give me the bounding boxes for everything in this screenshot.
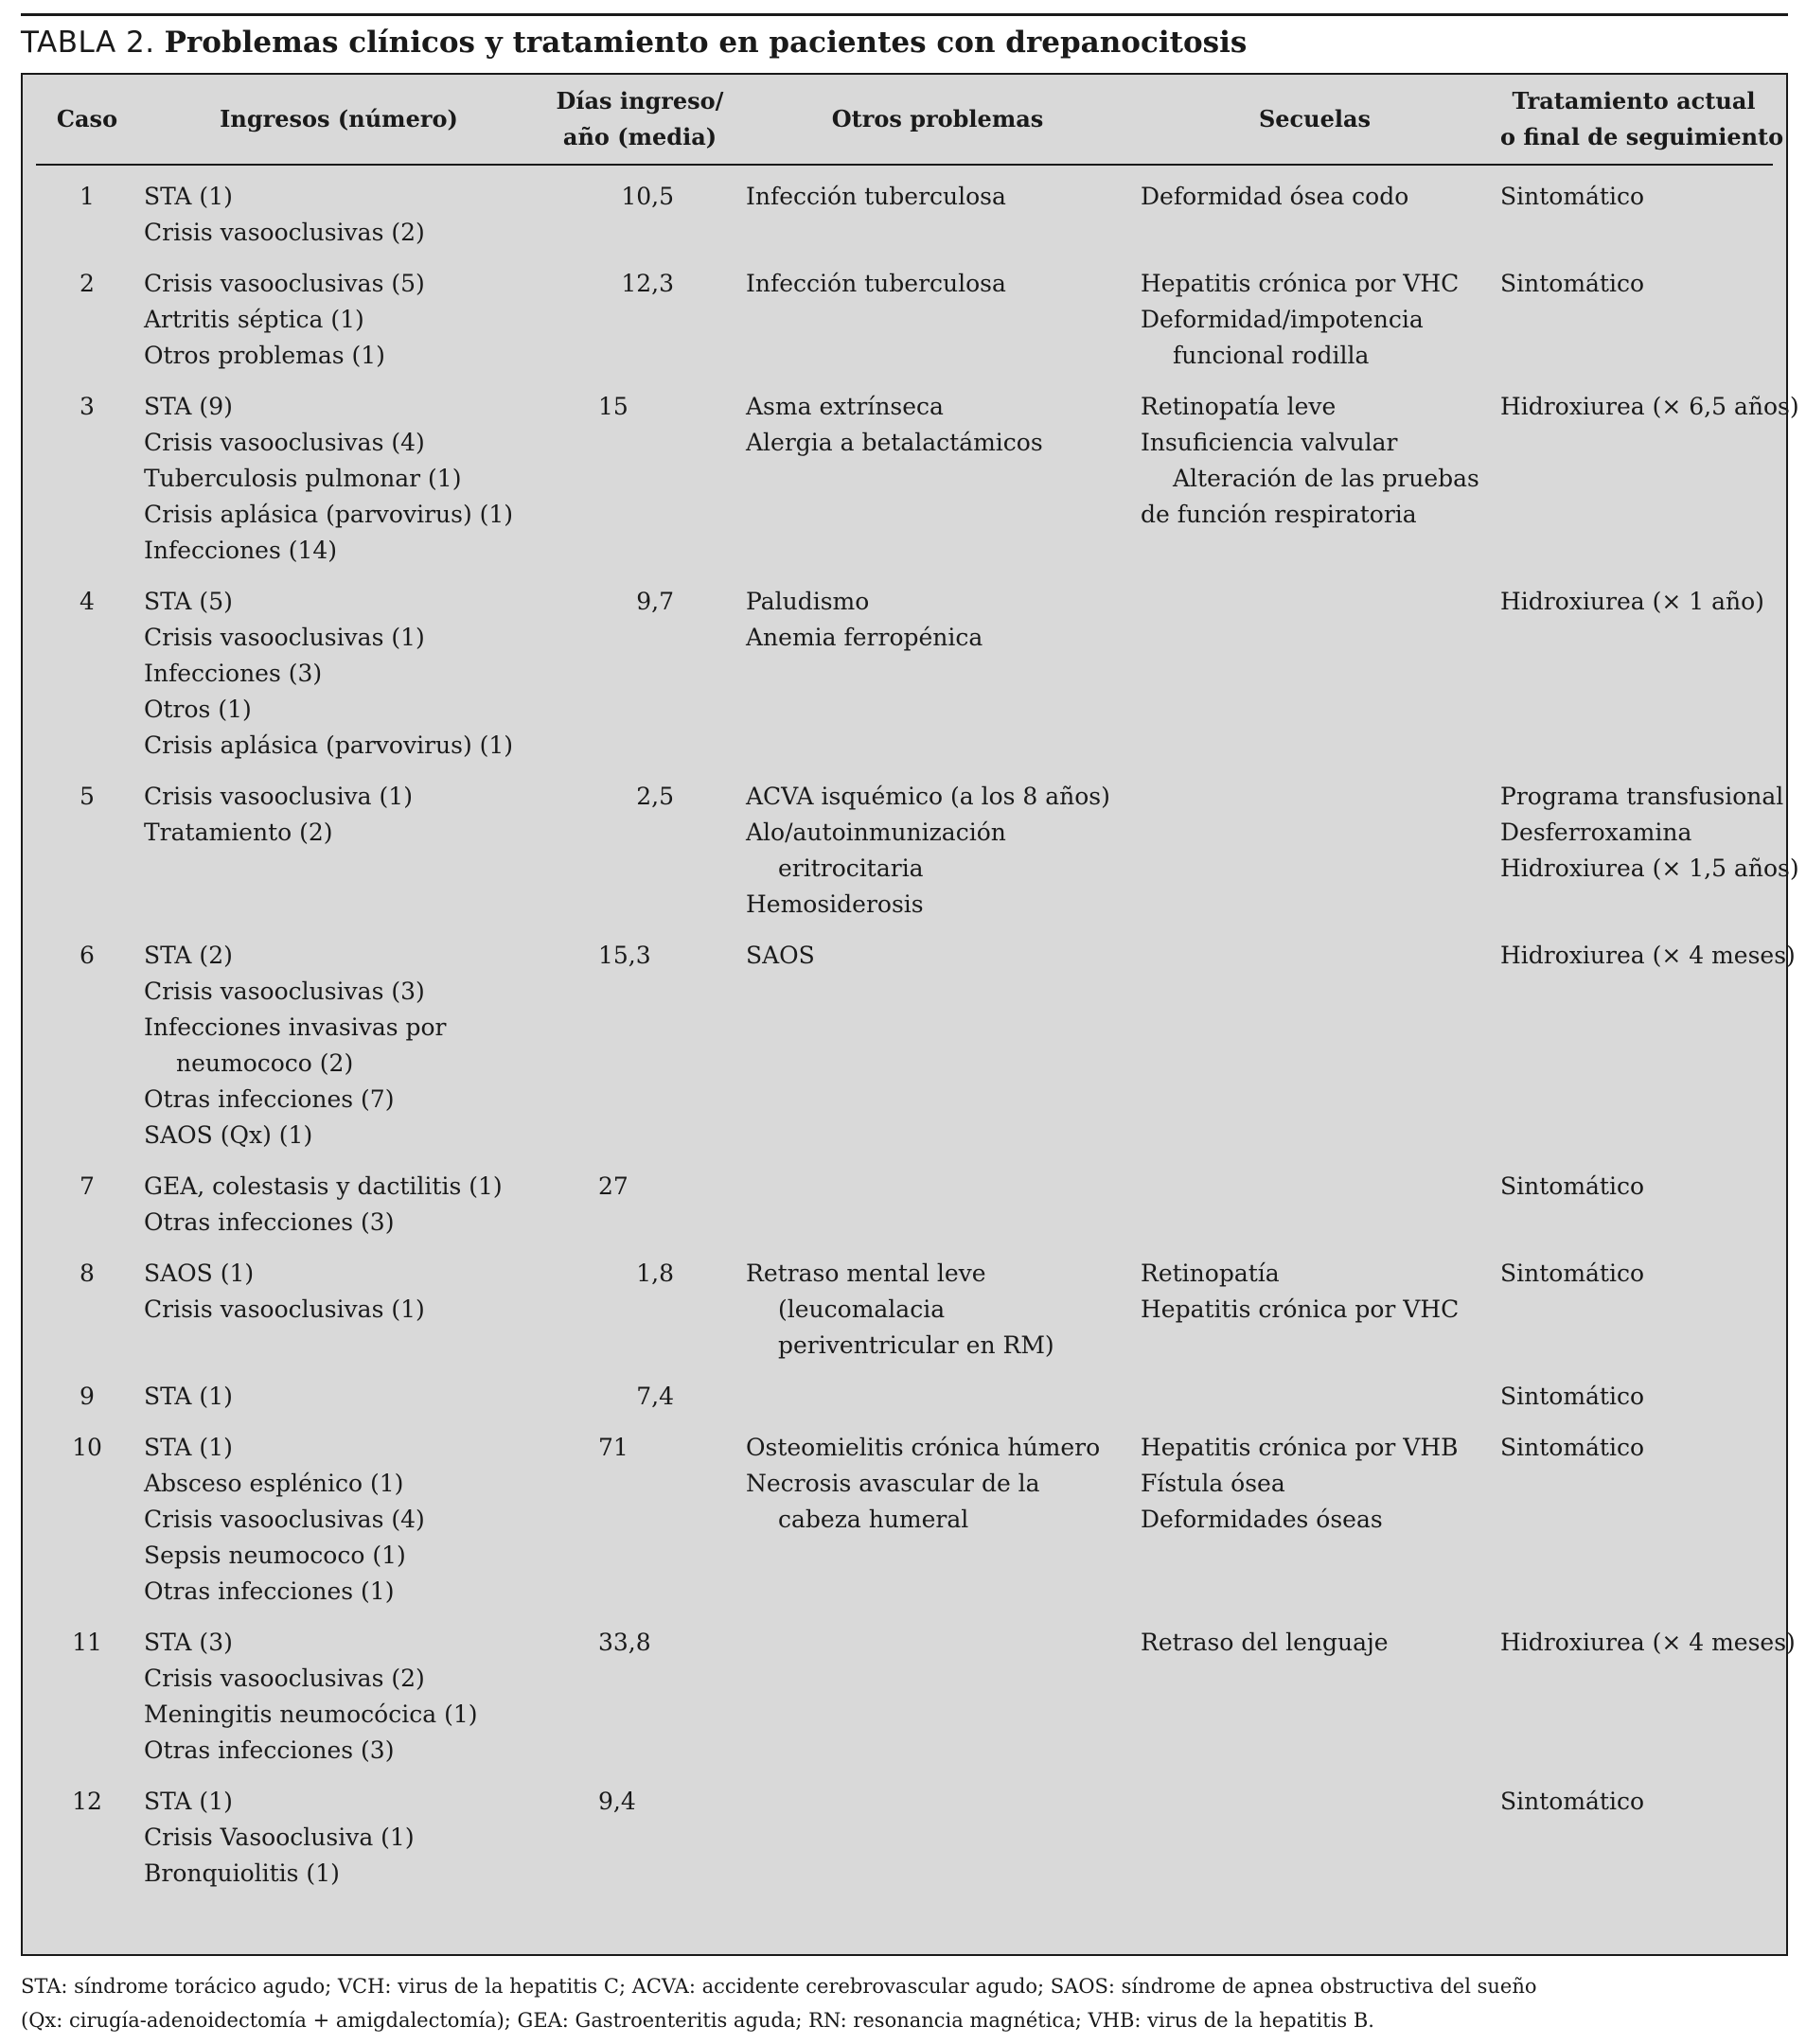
cell-line: Hepatitis crónica por VHC: [1141, 270, 1460, 297]
cell-value: 15: [598, 393, 629, 420]
cell-ingresos: [138, 374, 540, 569]
cell-caso: [36, 1610, 138, 1769]
cell-line: Sintomático: [1500, 1788, 1645, 1815]
cell-line: Otros (1): [144, 696, 252, 723]
cell-line: Anemia ferropénica: [746, 624, 983, 651]
cell-line: Tratamiento (2): [144, 819, 333, 846]
cell-caso: [36, 165, 138, 251]
cell-line: Hepatitis crónica por VHC: [1141, 1295, 1460, 1323]
cell-line: SAOS (Qx) (1): [144, 1121, 313, 1149]
cell-line: periventricular en RM): [778, 1331, 1054, 1359]
cell-line: STA (9): [144, 393, 233, 420]
cell-line: Absceso esplénico (1): [144, 1470, 404, 1497]
header-secuelas: Secuelas: [1135, 75, 1495, 165]
cell-otros-problemas: [740, 1241, 1135, 1364]
cell-line: Crisis vasooclusivas (1): [144, 1295, 425, 1323]
cell-otros-problemas: [740, 569, 1135, 764]
cell-line: Sepsis neumococo (1): [144, 1542, 406, 1569]
cell-line: Otras infecciones (1): [144, 1577, 395, 1605]
cell-line: Crisis vasooclusivas (1): [144, 624, 425, 651]
cell-line: Infección tuberculosa: [746, 183, 1006, 210]
cell-dias: [540, 1415, 740, 1610]
cell-caso: [36, 1415, 138, 1610]
table-row: [36, 764, 1773, 923]
cell-value: 8: [80, 1260, 95, 1287]
cell-line: Paludismo: [746, 588, 870, 615]
cell-value: 9,7: [636, 588, 674, 615]
table-row: [36, 165, 1773, 251]
cell-line: Crisis Vasooclusiva (1): [144, 1824, 415, 1851]
cell-line: SAOS (1): [144, 1260, 255, 1287]
cell-tratamiento: [1495, 1241, 1773, 1364]
header-ingresos: Ingresos (número): [138, 75, 540, 165]
cell-secuelas: [1135, 1154, 1495, 1241]
cell-ingresos: [138, 1769, 540, 1892]
cell-line: cabeza humeral: [778, 1506, 969, 1533]
table-caption: [21, 22, 1788, 73]
cell-value: 1,8: [636, 1260, 674, 1287]
cell-ingresos: [138, 1610, 540, 1769]
header-row: [36, 75, 1773, 165]
cell-line: Hidroxiurea (× 4 meses): [1500, 1629, 1796, 1656]
cell-line: Alo/autoinmunización: [746, 819, 1006, 846]
cell-dias: [540, 1610, 740, 1769]
cell-otros-problemas: [740, 1154, 1135, 1241]
cell-value: 11: [72, 1629, 102, 1656]
cell-line: Osteomielitis crónica húmero: [746, 1434, 1101, 1461]
cell-line: eritrocitaria: [778, 855, 924, 882]
cell-line: Sintomático: [1500, 1434, 1645, 1461]
cell-ingresos: [138, 251, 540, 374]
cell-value: 12,3: [621, 270, 674, 297]
cell-tratamiento: [1495, 1154, 1773, 1241]
cell-dias: [540, 1241, 740, 1364]
table-row: [36, 1364, 1773, 1415]
cell-line: Hepatitis crónica por VHB: [1141, 1434, 1459, 1461]
cell-line: (leucomalacia: [778, 1295, 946, 1323]
cell-dias: [540, 165, 740, 251]
cell-value: 9: [80, 1383, 95, 1410]
cell-caso: [36, 374, 138, 569]
cell-line: Hidroxiurea (× 6,5 años): [1500, 393, 1799, 420]
cell-tratamiento: [1495, 165, 1773, 251]
cell-caso: [36, 569, 138, 764]
cell-line: Otras infecciones (3): [144, 1736, 395, 1764]
table-container: [21, 73, 1799, 1956]
cell-value: 5: [80, 783, 95, 810]
cell-line: Infecciones (3): [144, 660, 323, 687]
table-row: [36, 374, 1773, 569]
table-label: TABLA 2.: [21, 26, 155, 60]
cell-otros-problemas: [740, 1610, 1135, 1769]
cell-otros-problemas: [740, 1769, 1135, 1892]
cell-dias: [540, 1364, 740, 1415]
header-tratamiento: Tratamiento actual o final de seguimiento: [1495, 75, 1773, 165]
cell-line: Infecciones (14): [144, 537, 338, 564]
cell-ingresos: [138, 1241, 540, 1364]
cell-line: Programa transfusional: [1500, 783, 1784, 810]
cell-secuelas: [1135, 1415, 1495, 1610]
cell-ingresos: [138, 923, 540, 1154]
cell-line: STA (1): [144, 1788, 233, 1815]
cell-tratamiento: [1495, 764, 1799, 923]
cell-line: Crisis vasooclusivas (4): [144, 1506, 425, 1533]
cell-ingresos: [138, 165, 540, 251]
cell-otros-problemas: [740, 923, 1135, 1154]
cell-value: 4: [80, 588, 95, 615]
cell-line: Fístula ósea: [1141, 1470, 1285, 1497]
cell-caso: [36, 923, 138, 1154]
cell-dias: [540, 374, 740, 569]
cell-line: Infecciones invasivas por: [144, 1013, 447, 1041]
cell-tratamiento: [1495, 569, 1773, 764]
clinical-table: [36, 75, 1799, 1892]
cell-ingresos: [138, 764, 540, 923]
cell-ingresos: [138, 1364, 540, 1415]
cell-line: Alteración de las pruebas: [1173, 465, 1479, 492]
cell-line: Crisis vasooclusivas (5): [144, 270, 425, 297]
cell-line: Otras infecciones (3): [144, 1208, 395, 1236]
cell-caso: [36, 1241, 138, 1364]
cell-line: Tuberculosis pulmonar (1): [144, 465, 462, 492]
cell-line: neumococo (2): [176, 1049, 354, 1077]
cell-line: Desferroxamina: [1500, 819, 1692, 846]
cell-line: Crisis aplásica (parvovirus) (1): [144, 731, 514, 759]
cell-secuelas: [1135, 923, 1495, 1154]
cell-value: 6: [80, 942, 95, 969]
cell-line: STA (1): [144, 1383, 233, 1410]
cell-line: de función respiratoria: [1141, 501, 1417, 528]
cell-line: Necrosis avascular de la: [746, 1470, 1040, 1497]
cell-value: 3: [80, 393, 95, 420]
cell-ingresos: [138, 1154, 540, 1241]
table-row: [36, 1769, 1773, 1892]
cell-tratamiento: [1495, 374, 1799, 569]
cell-value: 27: [598, 1172, 629, 1200]
cell-line: Retraso mental leve: [746, 1260, 986, 1287]
cell-caso: [36, 764, 138, 923]
table-row: [36, 1610, 1773, 1769]
cell-line: Deformidad ósea codo: [1141, 183, 1409, 210]
cell-value: 33,8: [598, 1629, 651, 1656]
cell-otros-problemas: [740, 165, 1135, 251]
table-row: [36, 569, 1773, 764]
table-row: [36, 923, 1773, 1154]
cell-line: Sintomático: [1500, 183, 1645, 210]
cell-line: STA (5): [144, 588, 233, 615]
cell-line: SAOS: [746, 942, 815, 969]
cell-line: Crisis vasooclusivas (3): [144, 978, 425, 1005]
cell-dias: [540, 923, 740, 1154]
cell-otros-problemas: [740, 1415, 1135, 1610]
cell-line: Retraso del lenguaje: [1141, 1629, 1389, 1656]
cell-secuelas: [1135, 1364, 1495, 1415]
cell-line: STA (3): [144, 1629, 233, 1656]
cell-line: Sintomático: [1500, 1172, 1645, 1200]
cell-tratamiento: [1495, 923, 1796, 1154]
footnote: [21, 1969, 1788, 2037]
cell-value: 7,4: [636, 1383, 674, 1410]
footnote-line: STA: síndrome torácico agudo; VCH: virus de la hepatitis C; ACVA: accidente cerebrovascular agudo; SAOS: síndrome de apnea obstructiva del sueño: [21, 1975, 1537, 1998]
cell-line: Hidroxiurea (× 1,5 años): [1500, 855, 1799, 882]
cell-otros-problemas: [740, 1364, 1135, 1415]
cell-secuelas: [1135, 1241, 1495, 1364]
cell-line: Sintomático: [1500, 1383, 1645, 1410]
cell-caso: [36, 251, 138, 374]
cell-secuelas: [1135, 1610, 1495, 1769]
cell-tratamiento: [1495, 1364, 1773, 1415]
cell-line: Infección tuberculosa: [746, 270, 1006, 297]
cell-tratamiento: [1495, 1769, 1773, 1892]
cell-line: Retinopatía leve: [1141, 393, 1337, 420]
cell-line: Crisis vasooclusivas (2): [144, 1665, 425, 1692]
cell-line: ACVA isquémico (a los 8 años): [746, 783, 1110, 810]
cell-line: STA (2): [144, 942, 233, 969]
cell-ingresos: [138, 1415, 540, 1610]
document-page: [21, 13, 1799, 2037]
cell-value: 2: [80, 270, 95, 297]
cell-line: STA (1): [144, 1434, 233, 1461]
cell-line: Retinopatía: [1141, 1260, 1280, 1287]
table-row: [36, 251, 1773, 374]
cell-secuelas: [1135, 165, 1495, 251]
header-otros-problemas: Otros problemas: [740, 75, 1135, 165]
footnote-line: (Qx: cirugía-adenoidectomía + amigdalectomía); GEA: Gastroenteritis aguda; RN: resonancia magnética; VHB: virus de la hepatitis B.: [21, 2009, 1374, 2032]
cell-dias: [540, 569, 740, 764]
table-body: [36, 165, 1799, 1892]
cell-value: 71: [598, 1434, 629, 1461]
cell-tratamiento: [1495, 1415, 1773, 1610]
cell-line: Crisis aplásica (parvovirus) (1): [144, 501, 514, 528]
cell-line: Asma extrínseca: [746, 393, 944, 420]
top-rule: [21, 13, 1788, 16]
cell-line: Deformidad/impotencia: [1141, 306, 1424, 333]
header-caso: Caso: [36, 75, 138, 165]
cell-tratamiento: [1495, 251, 1773, 374]
cell-line: Bronquiolitis (1): [144, 1859, 340, 1887]
cell-line: Crisis vasooclusivas (4): [144, 429, 425, 456]
cell-ingresos: [138, 569, 540, 764]
cell-secuelas: [1135, 374, 1495, 569]
cell-otros-problemas: [740, 764, 1135, 923]
cell-secuelas: [1135, 764, 1495, 923]
cell-line: Deformidades óseas: [1141, 1506, 1383, 1533]
cell-secuelas: [1135, 251, 1495, 374]
cell-value: 1: [80, 183, 95, 210]
cell-line: Alergia a betalactámicos: [746, 429, 1043, 456]
cell-value: 12: [72, 1788, 102, 1815]
cell-line: Otros problemas (1): [144, 342, 385, 369]
table-row: [36, 1241, 1773, 1364]
cell-otros-problemas: [740, 251, 1135, 374]
cell-line: Meningitis neumocócica (1): [144, 1700, 478, 1728]
cell-value: 9,4: [598, 1788, 636, 1815]
cell-line: Artritis séptica (1): [144, 306, 364, 333]
cell-line: Otras infecciones (7): [144, 1085, 395, 1113]
cell-value: 10,5: [621, 183, 674, 210]
cell-dias: [540, 764, 740, 923]
cell-caso: [36, 1769, 138, 1892]
cell-line: Sintomático: [1500, 270, 1645, 297]
cell-value: 10: [72, 1434, 102, 1461]
cell-caso: [36, 1154, 138, 1241]
cell-value: 2,5: [636, 783, 674, 810]
cell-tratamiento: [1495, 1610, 1796, 1769]
cell-line: Sintomático: [1500, 1260, 1645, 1287]
cell-line: Hemosiderosis: [746, 890, 924, 918]
cell-value: 7: [80, 1172, 95, 1200]
header-dias: Días ingreso/ año (media): [540, 75, 740, 165]
cell-dias: [540, 251, 740, 374]
cell-line: Hidroxiurea (× 1 año): [1500, 588, 1764, 615]
cell-line: STA (1): [144, 183, 233, 210]
table-row: [36, 1415, 1773, 1610]
cell-caso: [36, 1364, 138, 1415]
cell-line: Crisis vasooclusivas (2): [144, 219, 425, 246]
cell-dias: [540, 1769, 740, 1892]
cell-line: GEA, colestasis y dactilitis (1): [144, 1172, 503, 1200]
table-row: [36, 1154, 1773, 1241]
cell-value: 15,3: [598, 942, 651, 969]
cell-otros-problemas: [740, 374, 1135, 569]
cell-secuelas: [1135, 569, 1495, 764]
cell-line: Hidroxiurea (× 4 meses): [1500, 942, 1796, 969]
cell-line: Insuficiencia valvular: [1141, 429, 1398, 456]
cell-dias: [540, 1154, 740, 1241]
cell-line: Crisis vasooclusiva (1): [144, 783, 413, 810]
cell-line: funcional rodilla: [1173, 342, 1370, 369]
table-title: Problemas clínicos y tratamiento en pacientes con drepanocitosis: [164, 26, 1248, 60]
cell-secuelas: [1135, 1769, 1495, 1892]
